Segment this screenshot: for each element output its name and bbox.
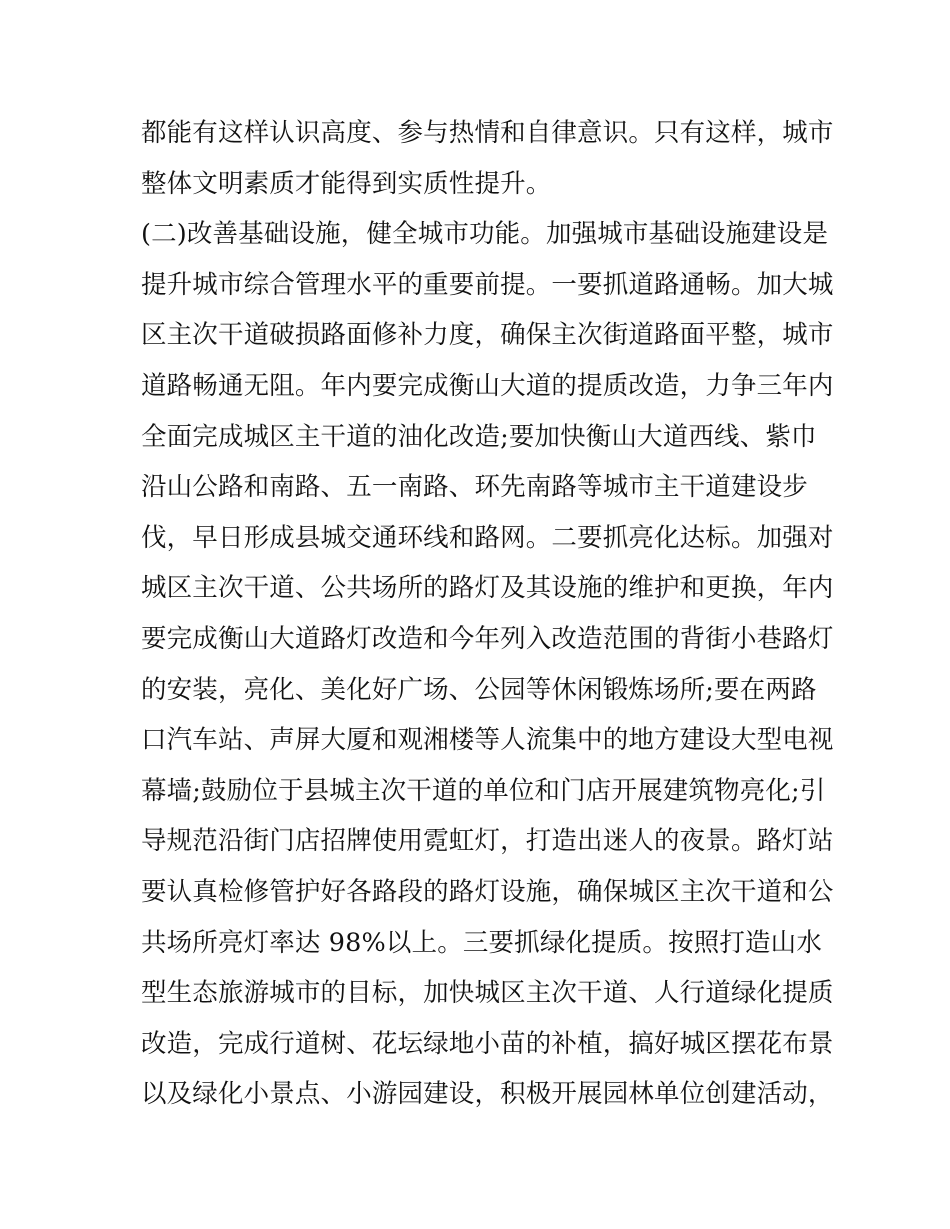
text-line: 改造，完成行道树、花坛绿地小苗的补植，搞好城区摆花布景	[141, 1028, 834, 1059]
text-line: 沿山公路和南路、五一南路、环先南路等城市主干道建设步	[141, 472, 808, 503]
text-line: 城区主次干道、公共场所的路灯及其设施的维护和更换，年内	[141, 573, 834, 604]
text-line: 的安装，亮化、美化好广场、公园等休闲锻炼场所;要在两路	[141, 674, 817, 705]
text-line: (二)改善基础设施，健全城市功能。加强城市基础设施建设是	[141, 219, 829, 250]
text-line: 都能有这样认识高度、参与热情和自律意识。只有这样，城市	[141, 118, 834, 148]
text-line: 道路畅通无阻。年内要完成衡山大道的提质改造，力争三年内	[141, 370, 834, 401]
text-line: 要完成衡山大道路灯改造和今年列入改造范围的背街小巷路灯	[141, 623, 834, 654]
text-line: 要认真检修管护好各路段的路灯设施，确保城区主次干道和公	[141, 876, 834, 907]
text-line: 以及绿化小景点、小游园建设，积极开展园林单位创建活动，	[141, 1079, 834, 1110]
text-line: 共场所亮灯率达 98%以上。三要抓绿化提质。按照打造山水	[141, 927, 822, 958]
text-line: 型生态旅游城市的目标，加快城区主次干道、人行道绿化提质	[141, 978, 834, 1009]
text-line: 整体文明素质才能得到实质性提升。	[141, 168, 552, 199]
text-line: 全面完成城区主干道的油化改造;要加快衡山大道西线、紫巾	[141, 421, 817, 452]
text-line: 口汽车站、声屏大厦和观湘楼等人流集中的地方建设大型电视	[141, 725, 834, 756]
text-line: 区主次干道破损路面修补力度，确保主次街道路面平整，城市	[141, 320, 834, 351]
text-line: 导规范沿街门店招牌使用霓虹灯，打造出迷人的夜景。路灯站	[141, 826, 834, 857]
text-line: 幕墙;鼓励位于县城主次干道的单位和门店开展建筑物亮化;引	[141, 775, 826, 806]
text-line: 伐，早日形成县城交通环线和路网。二要抓亮化达标。加强对	[141, 522, 834, 553]
body-text	[141, 108, 834, 1120]
text-line: 提升城市综合管理水平的重要前提。一要抓道路通畅。加大城	[141, 269, 834, 300]
